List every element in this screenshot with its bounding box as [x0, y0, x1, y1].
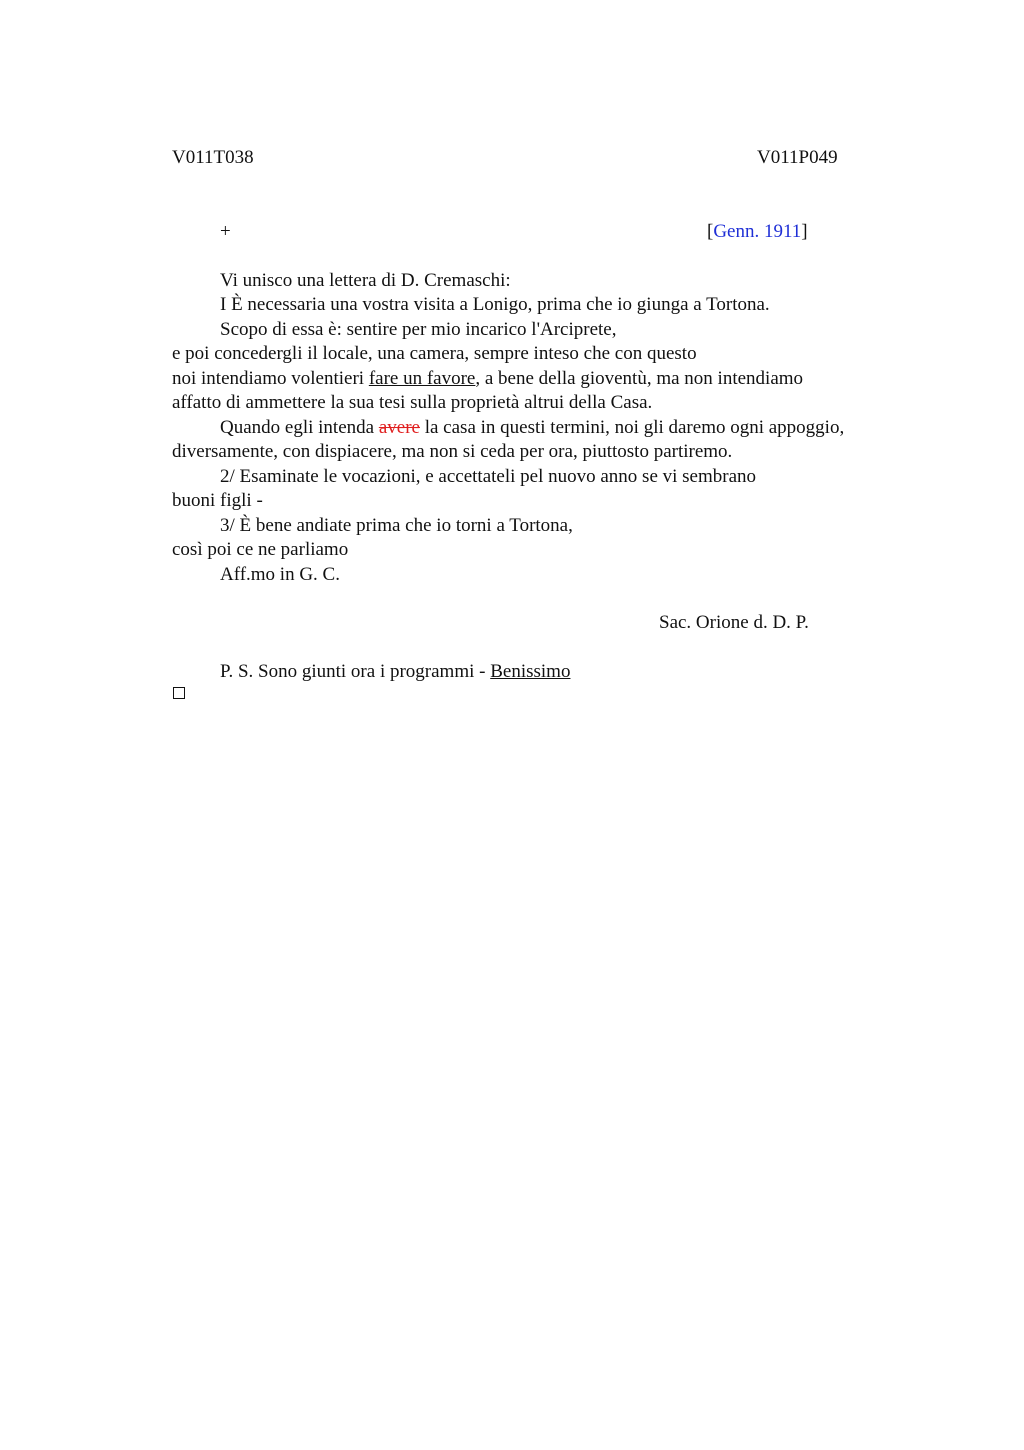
- letter-line-12: così poi ce ne parliamo: [172, 539, 349, 560]
- date-link[interactable]: Genn. 1911: [713, 221, 802, 242]
- closing-salutation: Aff.mo in G. C.: [220, 564, 340, 585]
- letter-line-1: Vi unisco una lettera di D. Cremaschi:: [220, 270, 511, 291]
- letter-line-5-end: , a bene della gioventù, ma non intendiamo: [475, 368, 804, 389]
- letter-line-9: 2/ Esaminate le vocazioni, e accettateli pel nuovo anno se vi sembrano: [220, 466, 757, 487]
- cross-mark: +: [220, 221, 231, 242]
- letter-line-5-start: noi intendiamo volentieri: [172, 368, 369, 389]
- letter-line-2: I È necessaria una vostra visita a Lonigo, prima che io giunga a Tortona.: [220, 294, 770, 315]
- underlined-phrase: fare un favore: [368, 368, 476, 389]
- letter-line-3: Scopo di essa è: sentire per mio incarico l'Arciprete,: [220, 319, 617, 340]
- date-open-bracket: [: [707, 221, 714, 242]
- letter-line-8: diversamente, con dispiacere, ma non si ceda per ora, piuttosto partiremo.: [172, 441, 733, 462]
- letter-line-7: [220, 416, 844, 440]
- postscript: [220, 660, 570, 684]
- letter-line-10: buoni figli -: [172, 490, 263, 511]
- document-code-left: V011T038: [172, 147, 254, 168]
- letter-line-4: e poi concedergli il locale, una camera, sempre inteso che con questo: [172, 343, 697, 364]
- letter-line-7-end: la casa in questi termini, noi gli daremo ogni appoggio,: [419, 417, 845, 438]
- struck-word: avere: [378, 417, 420, 438]
- end-box-icon: [173, 687, 185, 699]
- postscript-text: P. S. Sono giunti ora i programmi -: [220, 661, 491, 682]
- document-code-right: V011P049: [757, 147, 838, 168]
- letter-line-5: [172, 367, 803, 391]
- letter-line-11: 3/ È bene andiate prima che io torni a Tortona,: [220, 515, 573, 536]
- letter-line-6: affatto di ammettere la sua tesi sulla proprietà altrui della Casa.: [172, 392, 653, 413]
- signature: Sac. Orione d. D. P.: [659, 612, 809, 633]
- letter-date: [707, 220, 808, 244]
- date-close-bracket: ]: [801, 221, 808, 242]
- letter-line-7-start: Quando egli intenda: [220, 417, 379, 438]
- postscript-underlined: Benissimo: [490, 661, 571, 682]
